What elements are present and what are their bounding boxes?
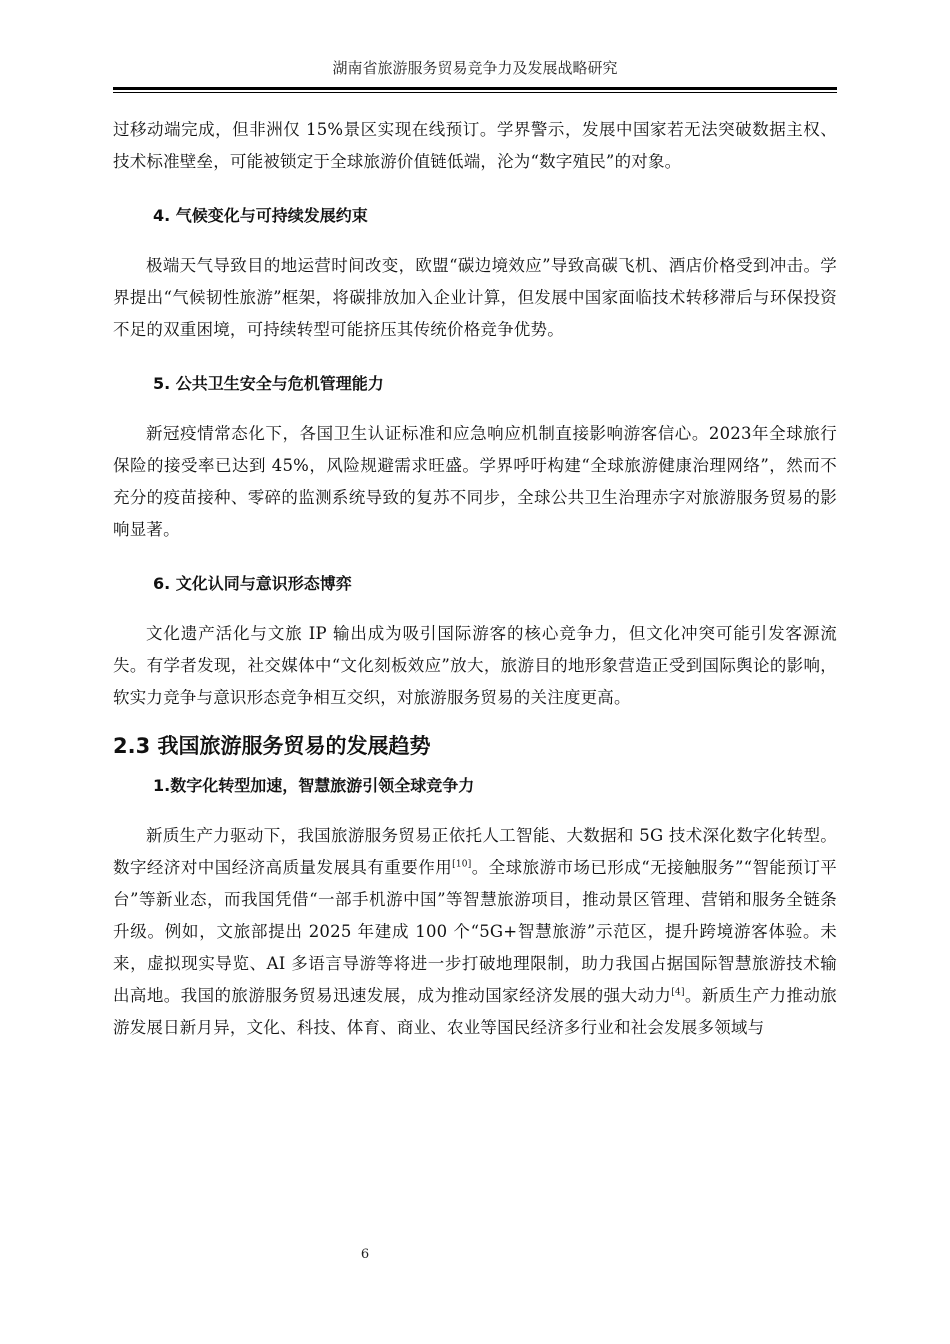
section-heading-trends: 2.3 我国旅游服务贸易的发展趋势	[113, 734, 431, 758]
paragraph-climate: 极端天气导致目的地运营时间改变，欧盟“碳边境效应”导致高碳飞机、酒店价格受到冲击。学界提出“气候韧性旅游”框架，将碳排放加入企业计算，但发展中国家面临技术转移滞后与环保投资不足的双重困境，可持续转型可能挤压其传统价格竞争优势。	[113, 256, 837, 339]
citation-10: [10]	[452, 859, 472, 870]
running-header: 湖南省旅游服务贸易竞争力及发展战略研究	[332, 59, 618, 77]
heading-health: 5. 公共卫生安全与危机管理能力	[153, 374, 384, 393]
paragraph-digital-part-2: 。全球旅游市场已形成“无接触服务”“智能预订平台”等新业态，而我国凭借“一部手机游中国”等智慧旅游项目，推动景区管理、营销和服务全链条升级。例如，文旅部提出 2025 年建成 100 个“5G+智慧旅游”示范区，提升跨境游客体验。未来，虚拟现实导览、AI 多语言导游等将进一步打破地理限制，助力我国占据国际智慧旅游技术输出高地。我国的旅游服务贸易迅速发展，成为推动国家经济发展的强大动力	[113, 858, 838, 1005]
paragraph-culture: 文化遗产活化与文旅 IP 输出成为吸引国际游客的核心竞争力，但文化冲突可能引发客源流失。有学者发现，社交媒体中“文化刻板效应”放大，旅游目的地形象营造正受到国际舆论的影响，软实力竞争与意识形态竞争相互交织，对旅游服务贸易的关注度更高。	[113, 624, 837, 707]
paragraph-health: 新冠疫情常态化下，各国卫生认证标准和应急响应机制直接影响游客信心。2023年全球旅行保险的接受率已达到 45%，风险规避需求旺盛。学界呼吁构建“全球旅游健康治理网络”，然而不充分的疫苗接种、零碎的监测系统导致的复苏不同步，全球公共卫生治理赤字对旅游服务贸易的影响显著。	[113, 424, 837, 539]
header-rule-thick	[113, 87, 837, 90]
heading-digital: 1.数字化转型加速，智慧旅游引领全球竞争力	[153, 776, 475, 795]
paragraph-digital-part-1: 新质生产力驱动下，我国旅游服务贸易正依托人工智能、大数据和 5G 技术深化数字化转型。数字经济对中国经济高质量发展具有重要作用	[113, 826, 837, 877]
page-number: 6	[360, 1247, 370, 1262]
header-rule-thin	[113, 92, 837, 93]
heading-culture: 6. 文化认同与意识形态博弈	[153, 574, 352, 593]
body-text	[113, 114, 837, 1044]
citation-4: [4]	[671, 987, 685, 998]
paragraph-digital-part-3: 。新质生产力推动旅游发展日新月异，文化、科技、体育、商业、农业等国民经济多行业和社会发展多领域与	[113, 986, 837, 1037]
paragraph-continued: 过移动端完成，但非洲仅 15%景区实现在线预订。学界警示，发展中国家若无法突破数据主权、技术标准壁垒，可能被锁定于全球旅游价值链低端，沦为“数字殖民”的对象。	[113, 120, 837, 171]
heading-climate: 4. 气候变化与可持续发展约束	[153, 206, 368, 225]
paragraph-digital	[113, 820, 837, 1044]
